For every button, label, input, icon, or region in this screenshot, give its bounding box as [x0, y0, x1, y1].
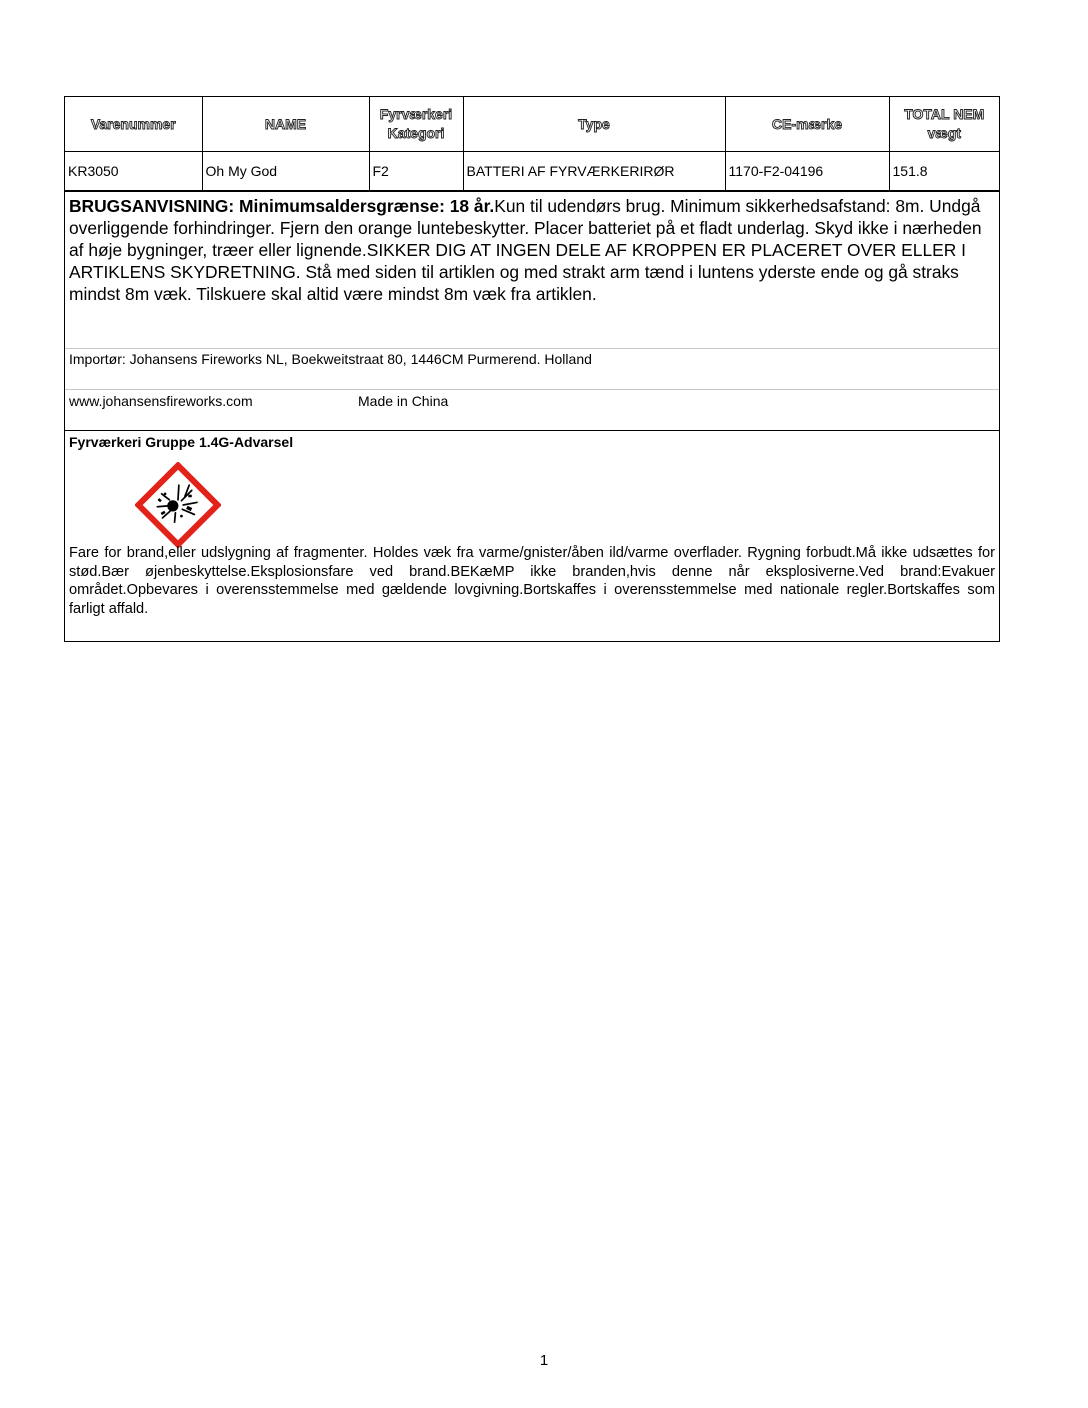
- cell-name: Oh My God: [202, 152, 369, 191]
- warning-title: Fyrværkeri Gruppe 1.4G-Advarsel: [69, 434, 294, 450]
- usage-text: Kun til udendørs brug. Minimum sikkerhedsafstand: 8m. Undgå overliggende forhindringer. Fjern den orange luntebeskytter. Placer batteriet på et fladt underlag. Skyd ikke i nærheden af høje bygninger, træer eller lignende.SIKKER DIG AT INGEN DELE AF KROPPEN ER PLACERET OVER ELLER I ARTIKLENS SKYDRETNING. Stå med siden til artiklen og med strakt arm tænd i luntens yderste ende og gå straks mindst 8m væk. Tilskuere skal altid være mindst 8m væk fra artiklen.: [69, 196, 982, 304]
- header-kategori: [369, 97, 463, 152]
- header-kategori-line2: Kategori: [387, 125, 445, 141]
- warning-section: [65, 430, 999, 641]
- usage-bold-lead: BRUGSANVISNING: Minimumsaldersgrænse: 18 år.: [69, 196, 495, 216]
- header-kategori-line1: Fyrværkeri: [379, 106, 453, 122]
- product-label-sheet: [64, 96, 1000, 642]
- table-row: [65, 152, 999, 191]
- cell-type: BATTERI AF FYRVÆRKERIRØR: [463, 152, 725, 191]
- cell-varenummer: KR3050: [65, 152, 202, 191]
- cell-kategori: F2: [369, 152, 463, 191]
- header-nem-line2: vægt: [927, 125, 961, 141]
- warning-text: Fare for brand,eller udslygning af fragmenter. Holdes væk fra varme/gnister/åben ild/varme overflader. Rygning forbudt.Må ikke udsættes for stød.Bær øjenbeskyttelse.Eksplosionsfare ved brand.BEKæMP ikke branden,hvis denne når eksplosiverne.Ved brand:Evakuer området.Opbevares i overensstemmelse med gældende lovgivning.Bortskaffes i overensstemmelse med nationale regler.Bortskaffes som farligt affald.: [69, 545, 995, 617]
- origin-text: Made in China: [358, 393, 449, 409]
- explosive-ghs-icon: [135, 462, 221, 548]
- header-nem-line1: TOTAL NEM: [904, 106, 985, 122]
- cell-nem: 151.8: [889, 152, 999, 191]
- product-spec-table: [65, 97, 999, 191]
- header-varenummer: Varenummer: [65, 97, 202, 152]
- header-nem: [889, 97, 999, 152]
- page-number: 1: [539, 1352, 549, 1369]
- header-name: NAME: [202, 97, 369, 152]
- cell-ce: 1170-F2-04196: [725, 152, 889, 191]
- website-url: www.johansensfireworks.com: [69, 393, 253, 409]
- importer-info: Importør: Johansens Fireworks NL, Boekweitstraat 80, 1446CM Purmerend. Holland: [65, 348, 999, 389]
- website-row: [65, 389, 999, 430]
- header-type: Type: [463, 97, 725, 152]
- header-ce: CE-mærke: [725, 97, 889, 152]
- usage-instructions: [65, 191, 999, 348]
- table-header-row: [65, 97, 999, 152]
